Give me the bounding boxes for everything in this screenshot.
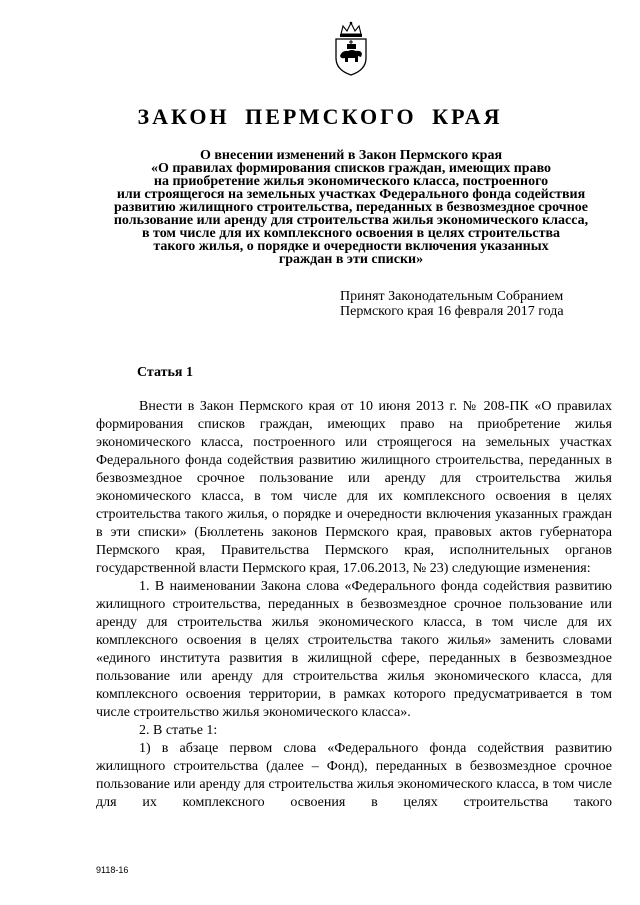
law-title: ЗАКОН ПЕРМСКОГО КРАЯ	[137, 104, 503, 129]
article-body	[96, 398, 612, 812]
heading-line: на приобретение жилья экономического класса, построенного	[153, 174, 549, 189]
adoption-line-2: Пермского края 16 февраля 2017 года	[340, 304, 564, 319]
heading-line: такого жилья, о порядке и очередности включения указанных	[153, 239, 549, 254]
body-paragraph: 1) в абзаце первом слова «Федерального фонда содействия развитию жилищного строительства (далее – Фонд), переданных в безвозмездное срочное пользование или аренду для строительства жилья экономического класса, в том числе для их комплексного освоения в целях строительства такого	[96, 741, 612, 810]
adoption-line-1: Принят Законодательным Собранием	[340, 289, 564, 304]
law-heading	[80, 149, 622, 266]
heading-line: в том числе для их комплексного освоения в целях строительства	[141, 226, 561, 241]
adoption-note	[340, 289, 564, 319]
body-paragraph: 2. В статье 1:	[139, 723, 218, 738]
heading-line: развитию жилищного строительства, переданных в безвозмездное срочное	[114, 200, 588, 215]
body-paragraph: 1. В наименовании Закона слова «Федерального фонда содействия развитию жилищного строительства, переданных в безвозмездное срочное пользование или аренду для строительства жилья экономического класса, в том числе для их комплексного освоения в целях строительства такого жилья» заменить словами «единого института развития в жилищной сфере, переданных в безвозмездное пользование или аренду для строительства жилья экономического класса, для комплексного освоения территории, в рамках которого предусматривается в том числе строительство жилья экономического класса».	[96, 579, 612, 720]
heading-line: граждан в эти списки»	[278, 252, 424, 267]
perm-krai-emblem	[331, 20, 371, 76]
document-code: 9118-16	[96, 865, 129, 875]
heading-line: пользование или аренду для строительства жилья экономического класса,	[113, 213, 589, 228]
heading-line: «О правилах формирования списков граждан, имеющих право	[150, 161, 552, 176]
body-paragraph: Внести в Закон Пермского края от 10 июня 2013 г. № 208-ПК «О правилах формирования списков граждан, имеющих право на приобретение жилья экономического класса, построенного или строящегося на земельных участках Федерального фонда содействия развитию жилищного строительства, переданных в безвозмездное срочное пользование или аренду для строительства жилья экономического класса, в том числе для их комплексного освоения в целях строительства такого жилья, о порядке и очередности включения указанных граждан в эти списки» (Бюллетень законов Пермского края, правовых актов губернатора Пермского края, Правительства Пермского края, исполнительных органов государственной власти Пермского края, 17.06.2013, № 23) следующие изменения:	[96, 399, 612, 576]
heading-line: О внесении изменений в Закон Пермского края	[199, 148, 503, 163]
heading-line: или строящегося на земельных участках Федерального фонда содействия	[116, 187, 586, 202]
article-title: Статья 1	[137, 365, 193, 380]
